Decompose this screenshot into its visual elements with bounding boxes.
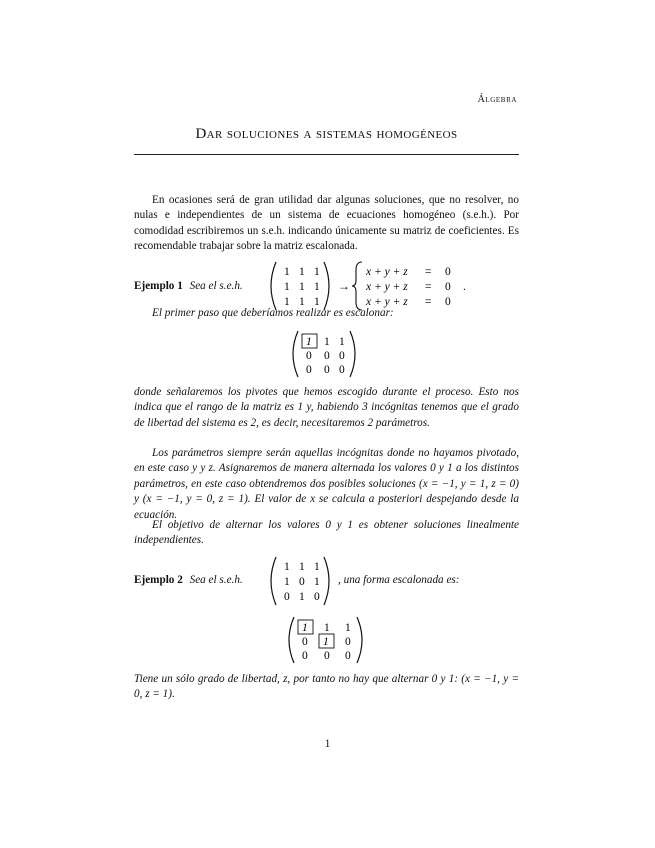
eq2-sign: = <box>425 281 432 293</box>
running-header: Álgebra <box>477 94 517 105</box>
m1-r3c2: 1 <box>299 296 305 308</box>
e1-r1c3: 1 <box>339 336 345 348</box>
m1-r2c3: 1 <box>314 281 320 293</box>
example1-matrix <box>271 262 329 310</box>
example1-label: Ejemplo 1 <box>134 280 183 292</box>
example1-echelon-matrix <box>286 328 366 380</box>
m1-r3c1: 1 <box>284 296 290 308</box>
left-paren <box>271 557 276 605</box>
m2-r1c2: 1 <box>299 561 305 573</box>
example2-heading <box>134 573 243 588</box>
example2-tail: , una forma escalonada es: <box>338 574 460 586</box>
example2-conclusion: Tiene un sólo grado de libertad, z, por tanto no hay que alternar 0 y 1: (x = −1, y = 0, z = 1). <box>134 673 519 701</box>
eq3-rhs: 0 <box>445 296 451 308</box>
e2-r1c2: 1 <box>324 622 330 634</box>
m1-r1c3: 1 <box>314 266 320 278</box>
e1-r2c2: 0 <box>324 350 330 362</box>
left-paren <box>289 617 294 663</box>
right-paren <box>324 557 329 605</box>
right-paren <box>357 617 362 663</box>
example1-paragraph3: El objetivo de alternar los valores 0 y 1 es obtener soluciones linealmente independientes. <box>134 519 519 547</box>
e2-r3c3: 0 <box>345 650 351 662</box>
example1-heading <box>134 279 243 294</box>
eq1-rhs: 0 <box>445 266 451 278</box>
e2-r1c3: 1 <box>345 622 351 634</box>
intro-paragraph: En ocasiones será de gran utilidad dar algunas soluciones, que no resolver, no nulas e independientes de un sistema de ecuaciones homogéneo (s.e.h.). Por comodidad escribiremos un s.e.h. indicando únicamente su matriz de coeficientes. Es recomendable trabajar sobre la matriz escalonada. <box>134 194 519 253</box>
e1-r1c2: 1 <box>324 336 330 348</box>
example1-paragraph2: Los parámetros siempre serán aquellas incógnitas donde no hayamos pivotado, en este caso y y z. Asignaremos de manera alternada los valores 0 y 1 a los distintos parámetros, en este caso obtendremos dos posibles soluciones (x = −1, y = 1, z = 0) y (x = −1, y = 0, z = 1). El valor de x se calcula a posteriori despejando desde la ecuación. <box>134 447 519 521</box>
m2-r2c2: 0 <box>299 576 305 588</box>
right-paren <box>350 331 355 377</box>
m2-r2c1: 1 <box>284 576 290 588</box>
e2-r2c3: 0 <box>345 636 351 648</box>
right-paren <box>324 262 329 310</box>
eq2-lhs: x + y + z <box>366 281 408 293</box>
m2-r1c1: 1 <box>284 561 290 573</box>
m2-r3c3: 0 <box>314 591 320 603</box>
e2-r2c1: 0 <box>302 636 308 648</box>
e1-r1c1: 1 <box>306 336 312 348</box>
e1-r2c1: 0 <box>306 350 312 362</box>
m1-r1c2: 1 <box>299 266 305 278</box>
left-brace <box>352 262 362 310</box>
example1-step: El primer paso que deberíamos realizar es escalonar: <box>152 307 394 319</box>
example1-paragraph1: donde señalaremos los pivotes que hemos escogido durante el proceso. Esto nos indica que el rango de la matriz es 1 y, habiendo 3 incógnitas tenemos que el grado de libertad del sistema es 2, es decir, necesitaremos 2 parámetros. <box>134 386 519 429</box>
m1-r2c2: 1 <box>299 281 305 293</box>
example2-matrix <box>262 553 342 609</box>
eq1-sign: = <box>425 266 432 278</box>
example2-echelon-matrix <box>282 614 372 666</box>
eq3-sign: = <box>425 296 432 308</box>
example2-label: Ejemplo 2 <box>134 574 183 586</box>
left-paren <box>293 331 298 377</box>
e1-r3c1: 0 <box>306 364 312 376</box>
m2-r2c3: 1 <box>314 576 320 588</box>
m2-r3c2: 1 <box>299 591 305 603</box>
eq2-rhs: 0 <box>445 281 451 293</box>
implies-arrow: → <box>338 279 350 293</box>
left-paren <box>271 262 276 310</box>
m2-r3c1: 0 <box>284 591 290 603</box>
e2-r3c1: 0 <box>302 650 308 662</box>
e2-r1c1: 1 <box>302 622 308 634</box>
m2-r1c3: 1 <box>314 561 320 573</box>
e1-r3c2: 0 <box>324 364 330 376</box>
e1-r2c3: 0 <box>339 350 345 362</box>
eq1-lhs: x + y + z <box>366 266 408 278</box>
e2-r3c2: 0 <box>324 650 330 662</box>
e1-r3c3: 0 <box>339 364 345 376</box>
m1-r3c3: 1 <box>314 296 320 308</box>
m1-r1c1: 1 <box>284 266 290 278</box>
eq3-lhs: x + y + z <box>366 296 408 308</box>
example1-lead: Sea el s.e.h. <box>189 280 243 292</box>
m1-r2c1: 1 <box>284 281 290 293</box>
title-rule <box>134 154 519 155</box>
page-number: 1 <box>324 738 331 750</box>
e2-r2c2: 1 <box>323 636 329 648</box>
system-period: . <box>463 281 466 293</box>
page-title: Dar soluciones a sistemas homogéneos <box>195 126 458 142</box>
example2-lead: Sea el s.e.h. <box>189 574 243 586</box>
